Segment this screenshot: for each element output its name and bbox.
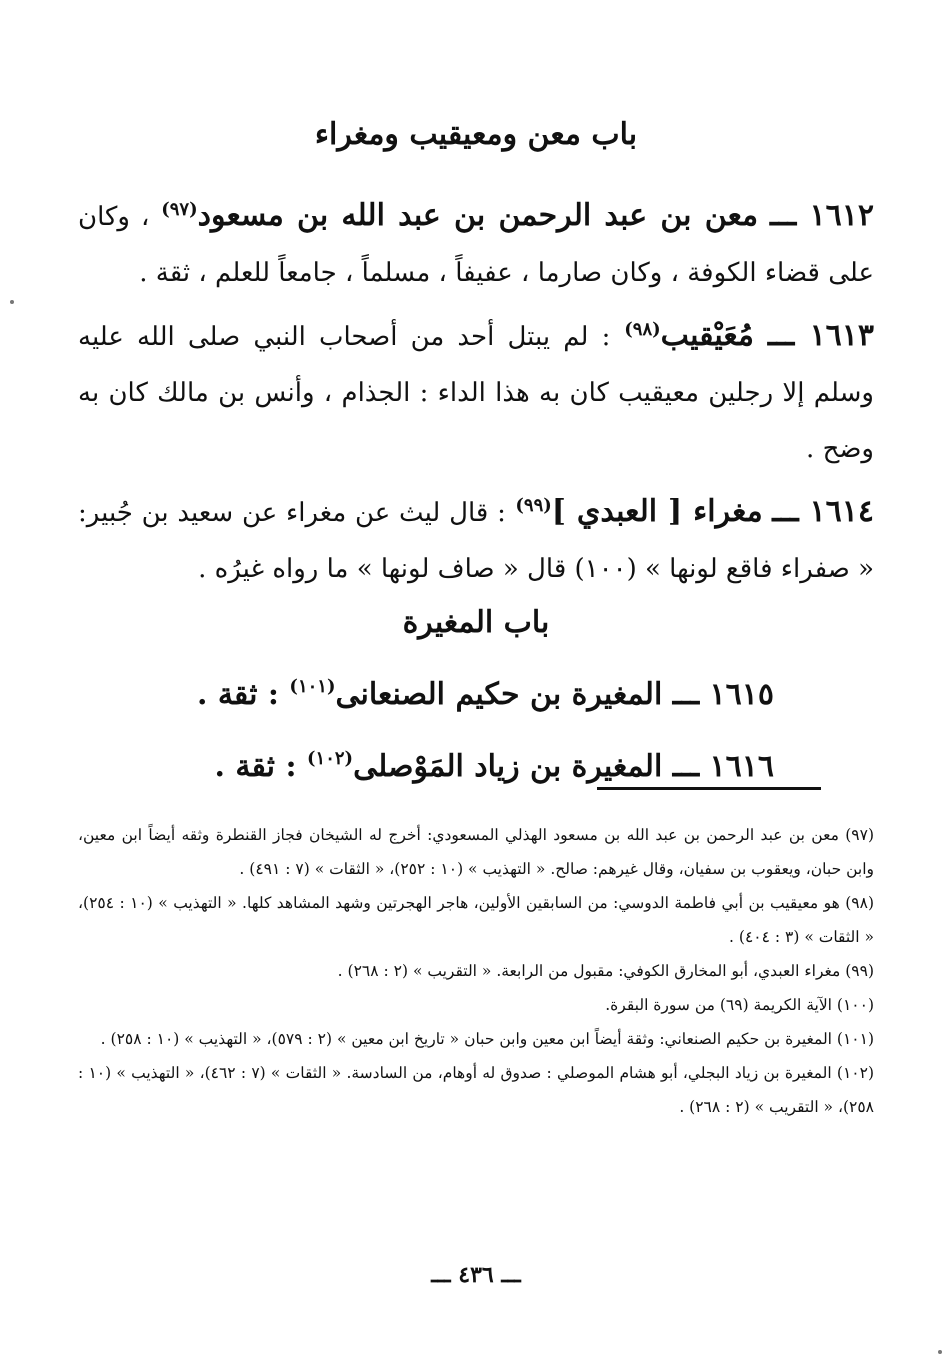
entry-text: : قال ليث عن مغراء عن سعيد بن جُبير: « صفراء فاقع لونها » (١٠٠) قال « صاف لونها » ما رواه غيرُه .	[78, 498, 874, 584]
footnote-102: (١٠٢) المغيرة بن زياد البجلي، أبو هشام الموصلي : صدوق له أوهام، من السادسة. « الثقات » (٧ : ٤٦٢)، « التهذيب » (١٠ : ٢٥٨)، « التقريب » (٢ : ٢٦٨) .	[78, 1064, 874, 1116]
entry-text: : ثقة .	[214, 749, 297, 784]
footnote-99: (٩٩) مغراء العبدي، أبو المخارق الكوفي: مقبول من الرابعة. « التقريب » (٢ : ٢٦٨) .	[337, 962, 874, 980]
footnote-100: (١٠٠) الآية الكريمة (٦٩) من سورة البقرة.	[605, 996, 874, 1014]
page-number: ـــ ٤٣٦ ـــ	[431, 1262, 521, 1288]
footnote-separator	[597, 787, 821, 790]
entry-text: : لم يبتل أحد من أصحاب النبي صلى الله عليه وسلم إلا رجلين معيقيب كان به هذا الداء : الجذام ، وأنس بن مالك كان به وضح .	[78, 322, 874, 464]
footnote-ref: (١٠١)	[289, 676, 336, 697]
entry-text: ، وكان على قضاء الكوفة ، وكان صارما ، عفيفاً ، مسلماً ، جامعاً للعلم ، ثقة .	[78, 202, 874, 288]
footnote-101: (١٠١) المغيرة بن حكيم الصنعاني: وثقة أيضاً ابن معين وابن حبان « تاريخ ابن معين » (٢ : ٥٧٩)، « التهذيب » (١٠ : ٢٥٨) .	[100, 1030, 874, 1048]
entry-name: معن بن عبد الرحمن بن عبد الله بن مسعود	[197, 198, 759, 233]
entry-number: ١٦١٦ ـــ	[672, 749, 774, 784]
footnote-ref: (١٠٢)	[307, 748, 354, 769]
entry-number: ١٦١٥ ـــ	[672, 677, 774, 712]
entry-name: مغراء [ العبدي ]	[551, 494, 763, 529]
entry-number: ١٦١٤ ـــ	[772, 494, 874, 529]
entry-number: ١٦١٣ ـــ	[767, 318, 875, 353]
scan-speck	[10, 300, 14, 304]
footnotes	[78, 818, 874, 1124]
footnote-ref: (٩٧)	[161, 199, 198, 220]
entry-1615	[197, 678, 774, 710]
footnote-ref: (٩٩)	[515, 495, 552, 516]
entry-1612	[78, 182, 874, 301]
section-heading-mughira: باب المغيرة	[402, 605, 550, 640]
entry-name: المغيرة بن حكيم الصنعانى	[335, 677, 663, 712]
footnote-97: (٩٧) معن بن عبد الرحمن بن عبد الله بن مسعود الهذلي المسعودي: أخرج له الشيخان فجاز القنطرة وثقه أيضاً ابن معين، وابن حبان، ويعقوب بن سفيان، وقال غيرهم: صالح. « التهذيب » (١٠ : ٢٥٢)، « الثقات » (٧ : ٤٩١) .	[78, 826, 874, 878]
entry-1613	[78, 302, 874, 477]
footnote-ref: (٩٨)	[624, 319, 661, 340]
section-heading-maan: باب معن ومعيقيب ومغراء	[314, 117, 638, 152]
entry-name: المغيرة بن زياد المَوْصلى	[353, 749, 663, 784]
entry-number: ١٦١٢ ـــ	[769, 198, 874, 233]
entry-text: : ثقة .	[196, 677, 279, 712]
entry-1614	[78, 478, 874, 597]
footnote-98: (٩٨) هو معيقيب بن أبي فاطمة الدوسي: من السابقين الأولين، هاجر الهجرتين وشهد المشاهد كلها. « التهذيب » (١٠ : ٢٥٤)، « الثقات » (٣ : ٤٠٤) .	[78, 894, 875, 946]
entry-1616	[215, 750, 774, 782]
scan-speck	[938, 1350, 942, 1354]
entry-name: مُعَيْقيب	[660, 318, 754, 353]
